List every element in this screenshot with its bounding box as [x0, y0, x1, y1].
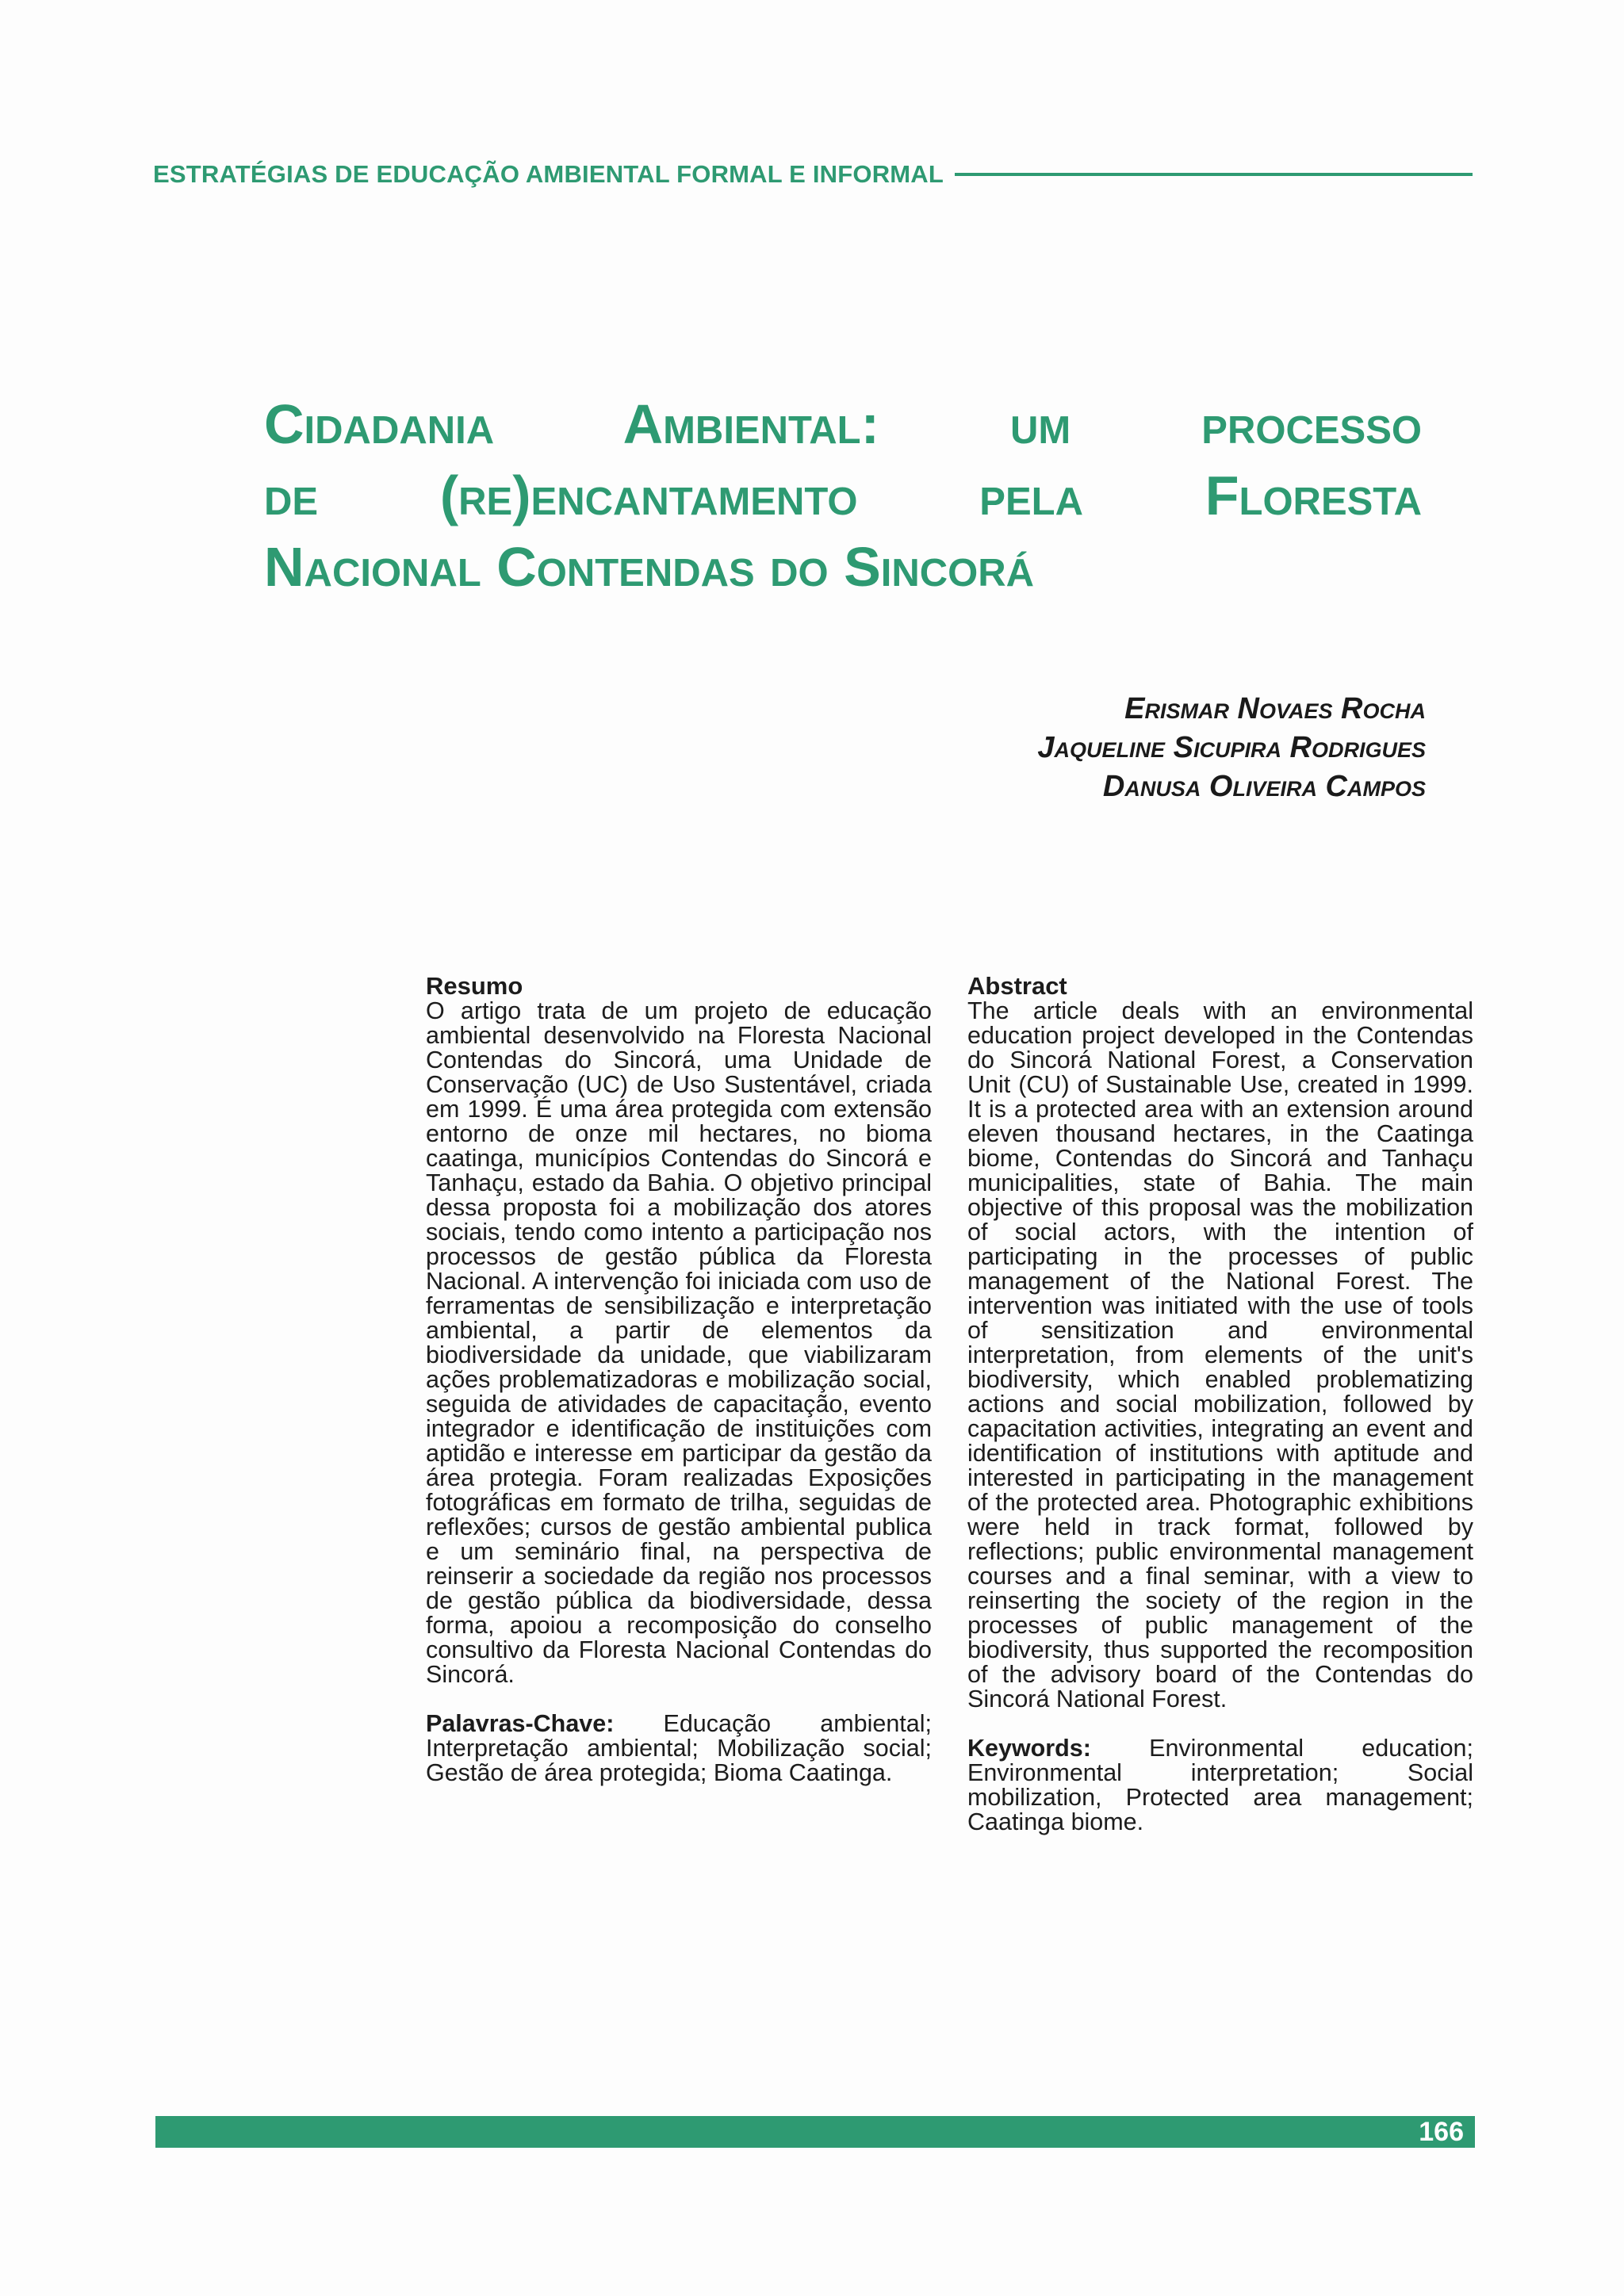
- footer-bar: [155, 2116, 1475, 2148]
- author-name: Danusa Oliveira Campos: [1102, 770, 1426, 803]
- article-title: [264, 388, 1422, 603]
- abstract-keywords-label: Keywords:: [967, 1735, 1091, 1762]
- abstract-keywords: [967, 1736, 1473, 1835]
- running-header: [153, 155, 1473, 193]
- title-line-2: de (re)encantamento pela Floresta: [264, 465, 1422, 526]
- resumo-heading: Resumo: [426, 972, 523, 1000]
- author-name: Jaqueline Sicupira Rodrigues: [1037, 731, 1426, 764]
- author-list: [712, 690, 1426, 806]
- title-line-3: Nacional Contendas do Sincorá: [264, 536, 1035, 598]
- abstract-body: The article deals with an environmental education project developed in the Contendas do Sincorá National Forest, a Conservation Unit (CU) of Sustainable Use, created in 1999. It is a protected area with an extension around eleven thousand hectares, in the Caatinga biome, Contendas do Sincorá and Tanhaçu municipalities, state of Bahia. The main objective of this proposal was the mobilization of social actors, with the intention of participating in the processes of public management of the National Forest. The intervention was initiated with the use of tools of sensitization and environmental interpretation, from elements of the unit's biodiversity, which enabled problematizing actions and social mobilization, followed by capacitation activities, integrating an event and identification of institutions with aptitude and interested in participating in the management of the protected area. Photographic exhibitions were held in track format, followed by reflections; public environmental management courses and a final seminar, with a view to reinserting the society of the region in the processes of public management of the biodiversity, thus supported the recomposition of the advisory board of the Contendas do Sincorá National Forest.: [967, 997, 1473, 1712]
- resumo-keywords-text: Educação ambiental; Interpretação ambiental; Mobilização social; Gestão de área protegida; Bioma Caatinga.: [426, 1710, 932, 1786]
- page-number: 166: [1419, 2117, 1464, 2147]
- resumo-body: O artigo trata de um projeto de educação ambiental desenvolvido na Floresta Nacional Contendas do Sincorá, uma Unidade de Conservação (UC) de Uso Sustentável, criada em 1999. É uma área protegida com extensão entorno de onze mil hectares, no bioma caatinga, municípios Contendas do Sincorá e Tanhaçu, estado da Bahia. O objetivo principal dessa proposta foi a mobilização dos atores sociais, tendo como intento a participação nos processos de gestão pública da Floresta Nacional. A intervenção foi iniciada com uso de ferramentas de sensibilização e interpretação ambiental, a partir de elementos da biodiversidade da unidade, que viabilizaram ações problematizadoras e mobilização social, seguida de atividades de capacitação, evento integrador e identificação de instituições com aptidão e interesse em participar da gestão da área protegia. Foram realizadas Exposições fotográficas em formato de trilha, seguidas de reflexões; cursos de gestão ambiental publica e um seminário final, na perspectiva de reinserir a sociedade da região nos processos de gestão pública da biodiversidade, dessa forma, apoiou a recomposição do conselho consultivo da Floresta Nacional Contendas do Sincorá.: [426, 997, 932, 1688]
- abstract-keywords-text: Environmental education; Environmental interpretation; Social mobilization, Protected area management; Caatinga biome.: [967, 1735, 1473, 1835]
- title-line-1: Cidadania Ambiental: um processo: [264, 393, 1422, 455]
- abstract-column: [967, 974, 1473, 1835]
- abstract-heading: Abstract: [967, 972, 1067, 1000]
- resumo-keywords-label: Palavras-Chave:: [426, 1710, 615, 1737]
- author-name: Erismar Novaes Rocha: [1124, 692, 1426, 725]
- header-rule: [955, 173, 1473, 176]
- resumo-column: [426, 974, 932, 1785]
- section-label: ESTRATÉGIAS DE EDUCAÇÃO AMBIENTAL FORMAL E INFORMAL: [153, 160, 944, 188]
- resumo-keywords: [426, 1712, 932, 1785]
